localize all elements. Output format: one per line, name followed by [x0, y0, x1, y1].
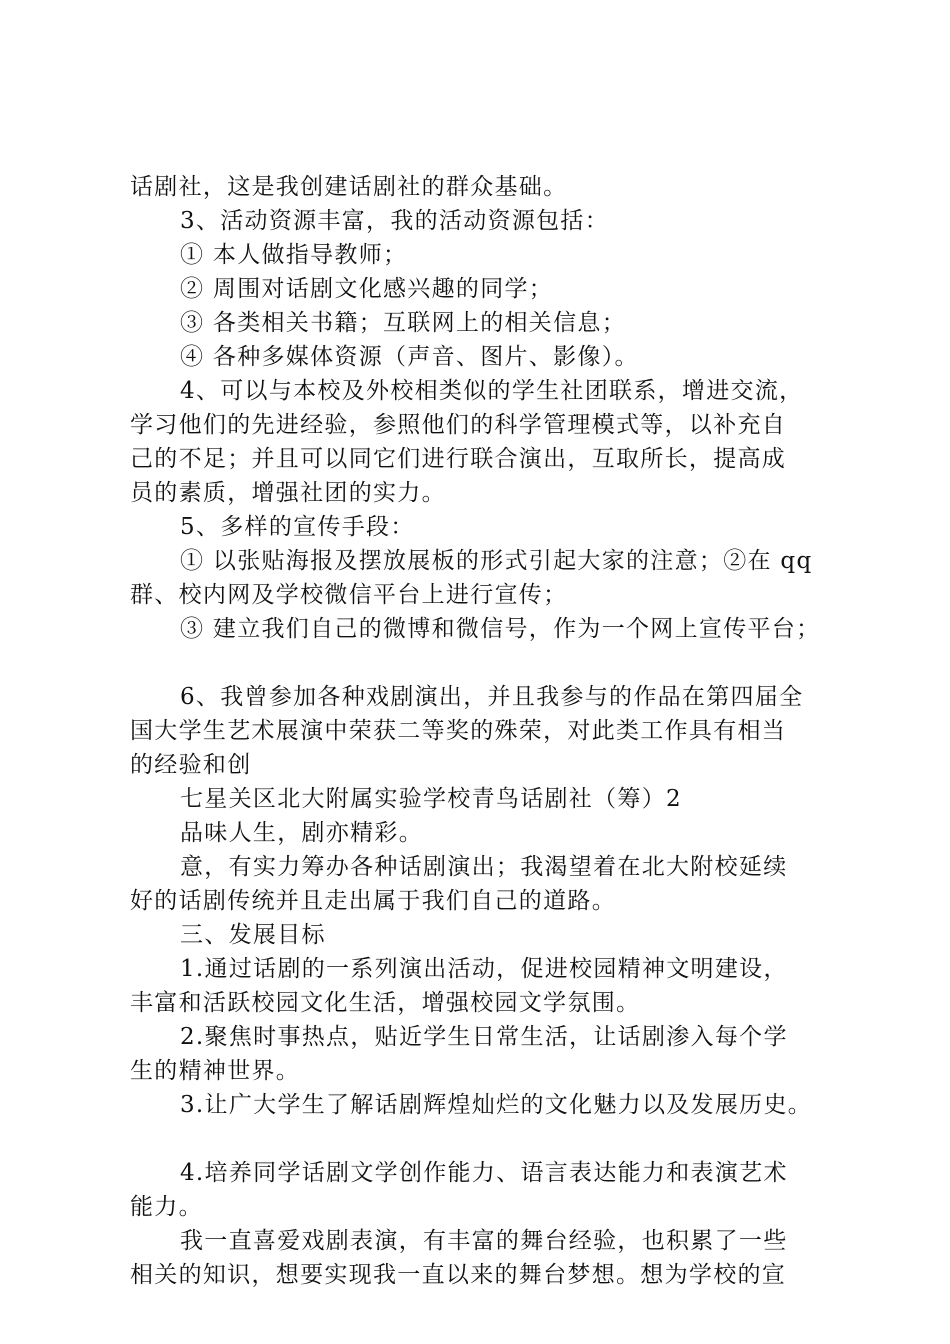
text-line: 的经验和创: [130, 752, 252, 778]
text-line: 国大学生艺术展演中荣获二等奖的殊荣，对此类工作具有相当: [130, 718, 787, 744]
text-line: 生的精神世界。: [130, 1058, 301, 1084]
text-line: 3.让广大学生了解话剧辉煌灿烂的文化魅力以及发展历史。: [180, 1092, 813, 1118]
text-line: ① 本人做指导教师；: [180, 242, 408, 268]
text-line: 丰富和活跃校园文化生活，增强校园文学氛围。: [130, 990, 641, 1016]
text-line: 能力。: [130, 1194, 203, 1220]
text-line: ③ 各类相关书籍；互联网上的相关信息；: [180, 310, 627, 336]
blank-line: [130, 646, 840, 680]
text-line: 1.通过话剧的一系列演出活动，促进校园精神文明建设，: [180, 956, 788, 982]
document-body: [130, 170, 840, 1292]
text-line: ④ 各种多媒体资源（声音、图片、影像）。: [180, 344, 639, 370]
text-line: 6、我曾参加各种戏剧演出，并且我参与的作品在第四届全: [180, 684, 804, 710]
text-line: 4.培养同学话剧文学创作能力、语言表达能力和表演艺术: [180, 1160, 788, 1186]
text-line: 己的不足；并且可以同它们进行联合演出，互取所长，提高成: [130, 446, 787, 472]
text-line: 好的话剧传统并且走出属于我们自己的道路。: [130, 888, 616, 914]
text-line: 意，有实力筹办各种话剧演出；我渴望着在北大附校延续: [180, 854, 788, 880]
text-line: 3、活动资源丰富，我的活动资源包括：: [180, 208, 610, 234]
text-line: 员的素质，增强社团的实力。: [130, 480, 446, 506]
section-heading: 三、发展目标: [180, 922, 326, 948]
text-line: 群、校内网及学校微信平台上进行宣传；: [130, 582, 568, 608]
text-line: 4、可以与本校及外校相类似的学生社团联系，增进交流，: [180, 378, 804, 404]
text-line: 品味人生，剧亦精彩。: [180, 820, 423, 846]
text-line: 学习他们的先进经验，参照他们的科学管理模式等，以补充自: [130, 412, 787, 438]
text-line: ① 以张贴海报及摆放展板的形式引起大家的注意；②在 qq: [180, 548, 813, 574]
text-line: ③ 建立我们自己的微博和微信号，作为一个网上宣传平台；: [180, 616, 821, 642]
blank-line: [130, 1122, 840, 1156]
text-line: ② 周围对话剧文化感兴趣的同学；: [180, 276, 554, 302]
text-line: 5、多样的宣传手段：: [180, 514, 415, 540]
text-line: 七星关区北大附属实验学校青鸟话剧社（筹）2: [180, 786, 682, 812]
text-line: 2.聚焦时事热点，贴近学生日常生活，让话剧渗入每个学: [180, 1024, 788, 1050]
text-line: 话剧社，这是我创建话剧社的群众基础。: [130, 174, 568, 200]
text-line: 相关的知识，想要实现我一直以来的舞台梦想。想为学校的宣: [130, 1262, 787, 1288]
text-line: 我一直喜爱戏剧表演，有丰富的舞台经验，也积累了一些: [180, 1228, 788, 1254]
